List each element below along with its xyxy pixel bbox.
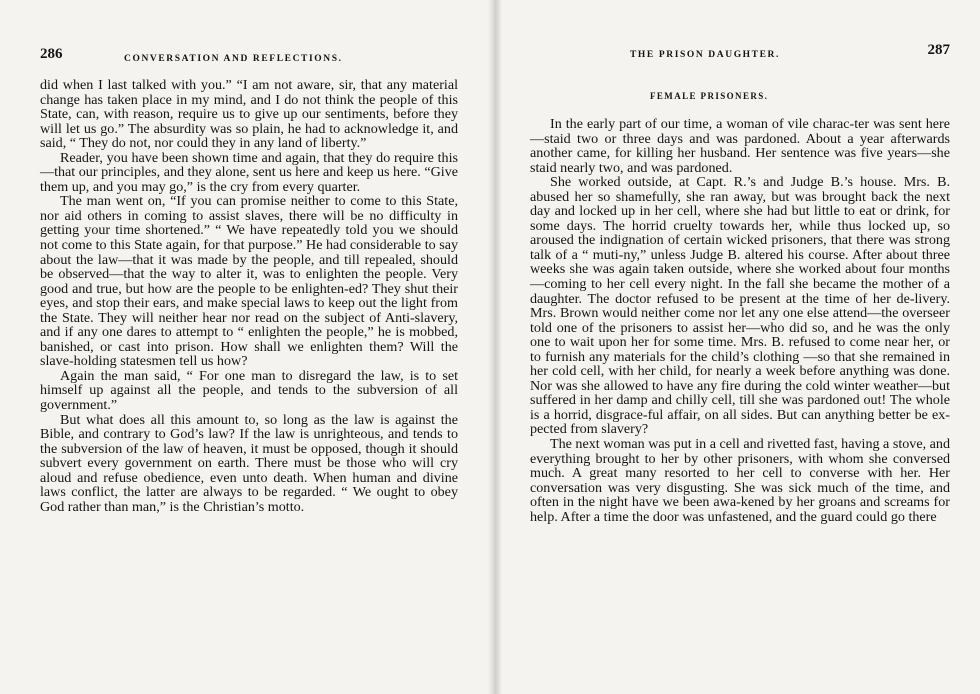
paragraph: She worked outside, at Capt. R.’s and Judge B.’s house. Mrs. B. abused her so shamefully, she ran away, but was brought back the next day and locked up in her cell, where she had but little to eat or drink, for some days. The horrid cruelty towards her, while thus locked up, so aroused the indignation of certain wicked prisoners, that there was strong talk of a “ muti-ny,” unless Judge B. altered his course. After about three weeks she was again taken outside, where she worked about four months—coming to her cell every night. In the fall she became the mother of a daughter. The doctor refused to be present at the time of her de-livery. Mrs. Brown would neither come nor let any one else attend—the overseer told one of the prisoners to assist her—who did so, and he was the only one to wait upon her for some time. Mrs. B. refused to come near her, or to furnish any materials for the child’s clothing —so that she remained in her cold cell, with her child, for nearly a week before anything was done. Nor was she allowed to have any fire during the cold winter weather—but suffered in her damp and chilly cell, till she was pardoned out! The whole is a horrid, disgrace-ful affair, on all sides. But can anything better be ex-pected from slavery? (530, 174, 950, 438)
paragraph: Reader, you have been shown time and again, that they do require this—that our principles, and they alone, sent us here and keep us here. “Give them up, and you may go,” is the cry from every quarter. (40, 149, 458, 195)
page-number: 286 (40, 46, 63, 62)
paragraph: The man went on, “If you can promise neither to come to this State, nor aid others in coming to assist slaves, there will be no difficulty in getting your time shortened.” “ We have repeatedly told you we should not come to this State again, for that purpose.” He had considerable to say about the law—that it was made by the people, and till repealed, should be observed—that the way to alter it, was to enlighten the people. Very good and true, but how are the people to be enlighten-ed? They shut their eyes, and stop their ears, and make special laws to keep out the light from the State. They will neither hear nor read on the subject of Anti-slavery, and if any one dares to attempt to “ enlighten the people,” he is mobbed, banished, or cast into prison. How shall we enlighten them? Will the slave-holding statesmen tell us how? (40, 193, 458, 370)
right-page-body (530, 117, 950, 524)
running-head: THE PRISON DAUGHTER. (630, 50, 780, 60)
running-head: CONVERSATION AND REFLECTIONS. (124, 54, 343, 64)
book-gutter (488, 0, 502, 694)
right-page-header (530, 42, 950, 68)
left-page-header (40, 46, 458, 68)
paragraph: Again the man said, “ For one man to disregard the law, is to set himself up against all the people, and tends to the subversion of all government.” (40, 367, 458, 414)
paragraph: In the early part of our time, a woman of vile charac-ter was sent here—staid two or three days and was pardoned. About a year afterwards another came, for killing her husband. Her sentence was five years—she staid nearly two, and was pardoned. (530, 116, 950, 176)
section-heading: FEMALE PRISONERS. (650, 91, 769, 101)
left-page (40, 0, 458, 694)
left-page-body (40, 78, 458, 514)
paragraph: did when I last talked with you.” “I am not aware, sir, that any material change has taken place in my mind, and I do not think the people of this State, can, with reason, require us to give up our sentiments, before they will let us go.” The absurdity was so plain, he had to acknowledge it, and said, “ They do not, nor could they in any land of liberty.” (40, 77, 458, 152)
page-number: 287 (927, 42, 950, 58)
right-page (530, 0, 950, 694)
paragraph: The next woman was put in a cell and rivetted fast, having a stove, and everything brought to her by other prisoners, with whom she conversed much. A great many resorted to her cell to converse with her. Her conversation was very disgusting. She was sick much of the time, and often in the night have we been awa-kened by her groans and screams for help. After a time the door was unfastened, and the guard could go there (530, 436, 950, 525)
paragraph: But what does all this amount to, so long as the law is against the Bible, and contrary to God’s law? If the law is unrighteous, and tends to the subversion of the law of heaven, it must be opposed, though it should subvert every government on earth. There must be those who will cry aloud and refuse obedience, even unto death. When human and divine laws conflict, the latter are always to be regarded. “ We ought to obey God rather than man,” is the Christian’s motto. (40, 411, 458, 515)
